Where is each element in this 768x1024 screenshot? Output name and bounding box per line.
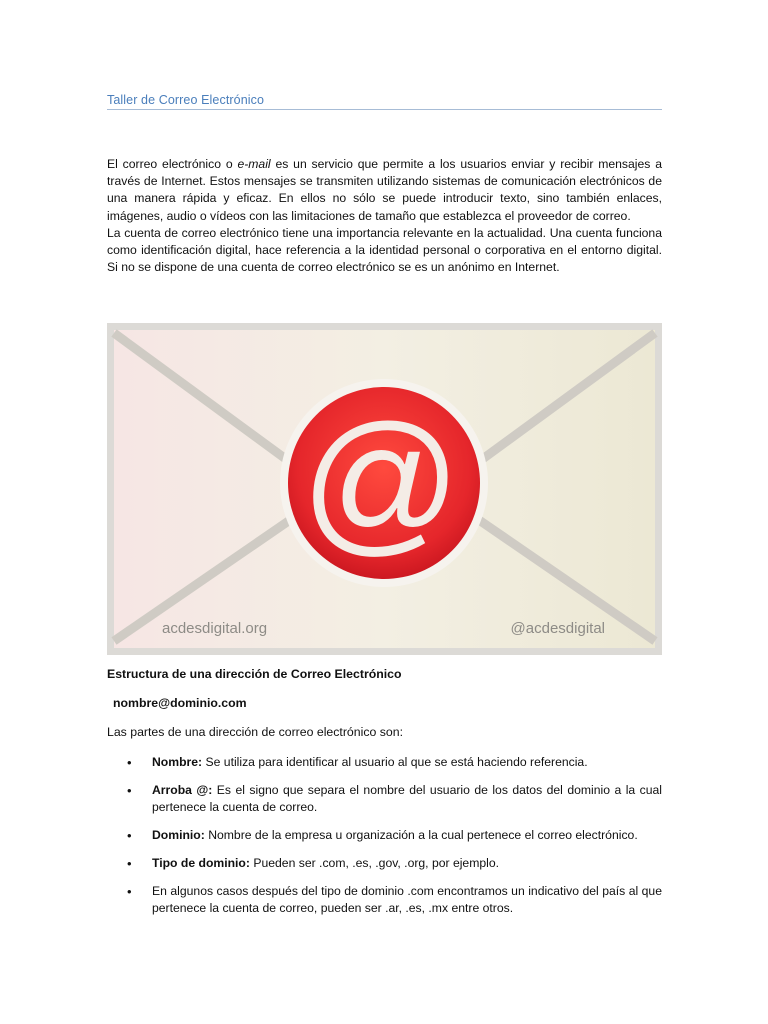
parts-intro: Las partes de una dirección de correo electrónico son: xyxy=(107,725,403,739)
item-text: Pueden ser .com, .es, .gov, .org, por ejemplo. xyxy=(249,856,500,870)
bullet-icon: • xyxy=(127,783,132,798)
item-term: Nombre: xyxy=(152,755,203,769)
bullet-icon: • xyxy=(127,856,132,871)
bullet-icon: • xyxy=(127,884,132,899)
section-title: Estructura de una dirección de Correo Electrónico xyxy=(107,667,402,681)
parts-list xyxy=(107,754,662,928)
list-item xyxy=(107,827,662,844)
at-symbol: @ xyxy=(300,393,462,569)
bullet-icon: • xyxy=(127,828,132,843)
list-item xyxy=(107,782,662,816)
header xyxy=(107,93,662,110)
item-term: Tipo de dominio: xyxy=(152,856,250,870)
intro-p1-end: es un servicio que permite a los usuarios enviar y recibir mensajes a través de Internet. Estos mensajes se transmiten utilizando sistemas de comunicación electrónicos de una manera rápida y eficaz. En ellos no sólo se puede introducir texto, sino también enlaces, imágenes, audio o vídeos con las limitaciones de tamaño que establezca el proveedor de correo. xyxy=(107,157,662,223)
caption-right: @acdesdigital xyxy=(510,620,605,637)
example-address: nombre@dominio.com xyxy=(113,696,247,710)
item-text: Nombre de la empresa u organización a la cual pertenece el correo electrónico. xyxy=(204,828,638,842)
list-item xyxy=(107,754,662,771)
envelope-at-sign-icon xyxy=(107,323,662,655)
item-term: Dominio: xyxy=(152,828,205,842)
envelope-illustration xyxy=(107,323,662,655)
list-item xyxy=(107,855,662,872)
item-term: Arroba @: xyxy=(152,783,213,797)
intro-paragraph-2: La cuenta de correo electrónico tiene una importancia relevante en la actualidad. Una cuenta funciona como identificación digital, hace referencia a la identidad personal o corporativa en el entorno digital. Si no se dispone de una cuenta de correo electrónico se es un anónimo en Internet. xyxy=(107,225,662,275)
caption-left: acdesdigital.org xyxy=(162,620,268,637)
item-text: En algunos casos después del tipo de dominio .com encontramos un indicativo del país al que pertenece la cuenta de correo, pueden ser .ar, .es, .mx entre otros. xyxy=(152,884,662,915)
intro-paragraph-1 xyxy=(107,156,662,225)
item-text: Se utiliza para identificar al usuario al que se está haciendo referencia. xyxy=(202,755,588,769)
bullet-icon: • xyxy=(127,755,132,770)
intro-p1-emphasis: e-mail xyxy=(237,157,271,171)
document-title: Taller de Correo Electrónico xyxy=(107,93,662,110)
intro-p1-start: El correo electrónico o xyxy=(107,157,238,171)
list-item xyxy=(107,883,662,917)
item-text: Es el signo que separa el nombre del usuario de los datos del dominio a la cual pertenece la cuenta de correo. xyxy=(152,783,662,814)
intro-text xyxy=(107,156,662,276)
